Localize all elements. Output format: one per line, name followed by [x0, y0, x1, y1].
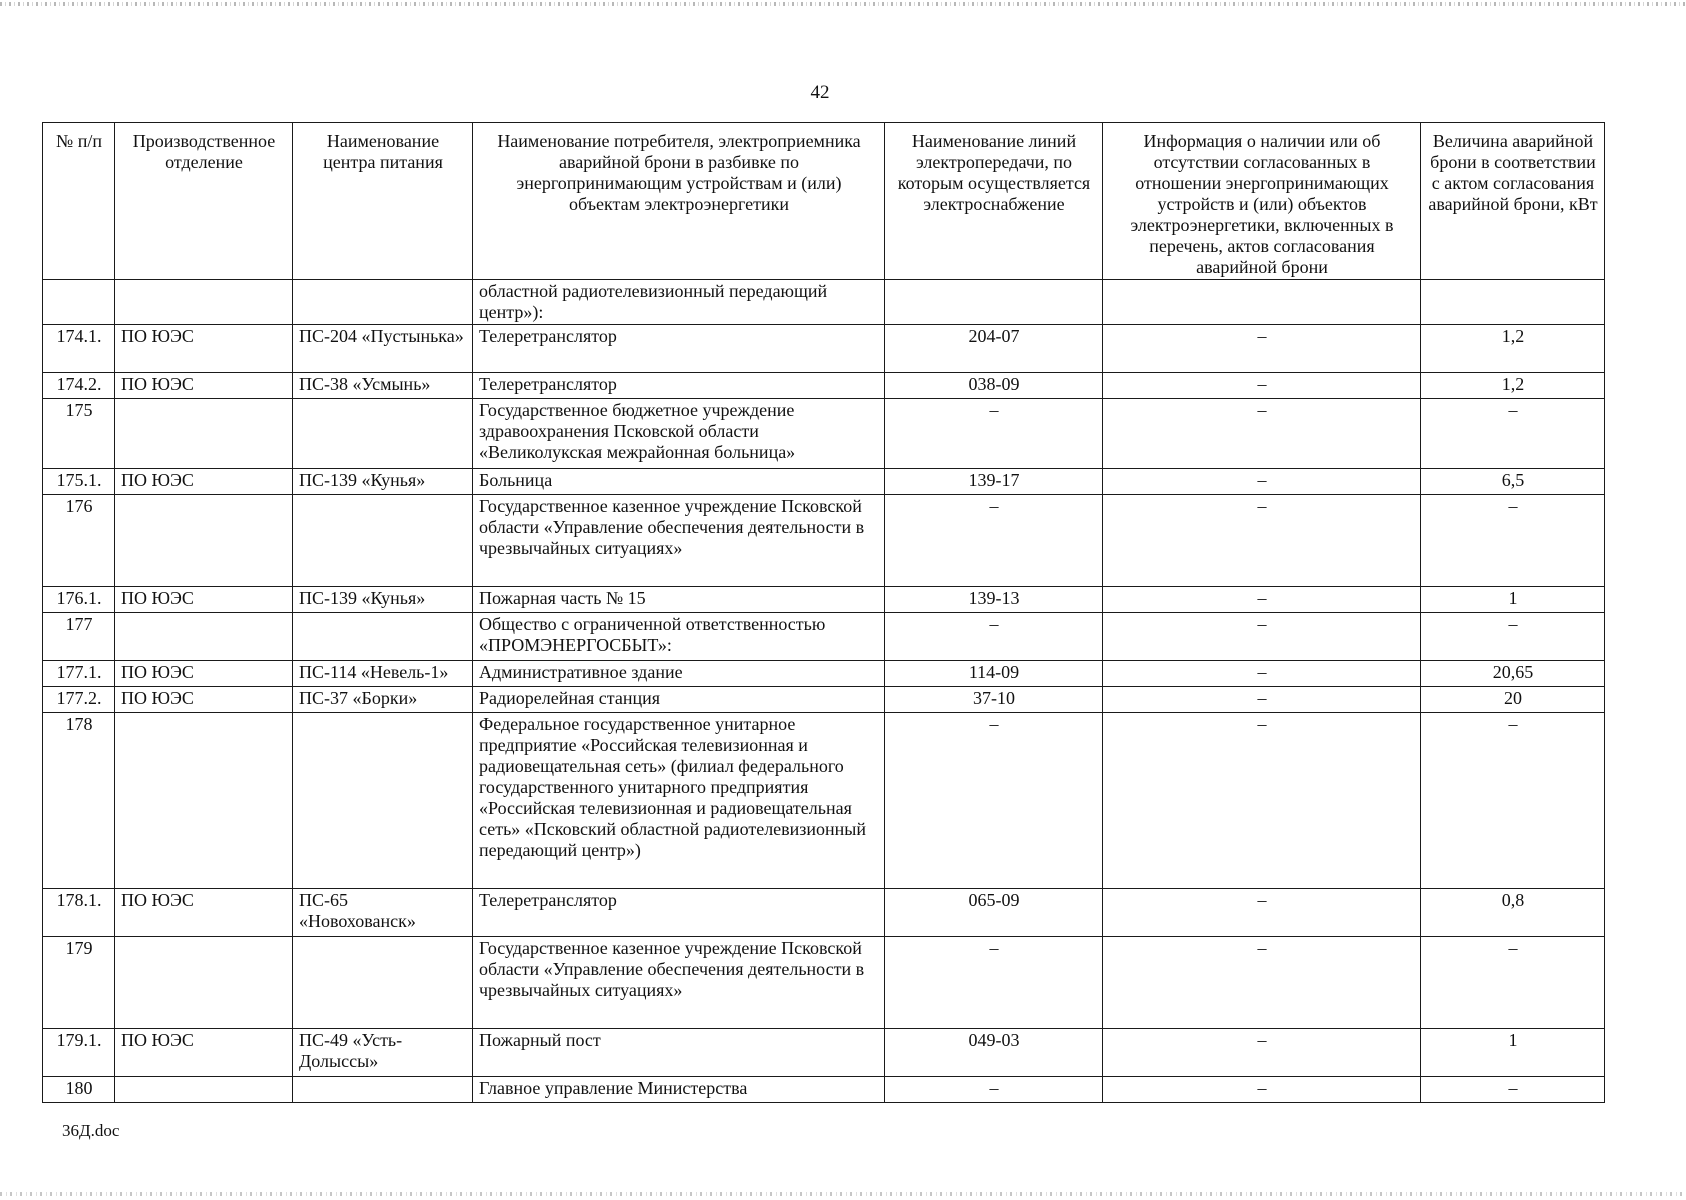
- cell-reserve-value: 20,65: [1421, 661, 1605, 687]
- cell-power-center: ПС-38 «Усмынь»: [293, 373, 473, 399]
- cell-reserve-value: [1421, 280, 1605, 325]
- table-row: [43, 399, 1605, 469]
- scan-edge-bottom: [0, 1192, 1686, 1196]
- cell-power-center: ПС-37 «Борки»: [293, 687, 473, 713]
- cell-power-center: ПС-65 «Новохованск»: [293, 889, 473, 937]
- table-row: [43, 713, 1605, 889]
- cell-agreement-info: –: [1103, 613, 1421, 661]
- table-row: [43, 587, 1605, 613]
- cell-department: ПО ЮЭС: [115, 325, 293, 373]
- cell-agreement-info: –: [1103, 937, 1421, 1029]
- cell-power-line: [885, 280, 1103, 325]
- cell-power-line: –: [885, 937, 1103, 1029]
- cell-consumer: Радиорелейная станция: [473, 687, 885, 713]
- cell-power-center: ПС-139 «Кунья»: [293, 587, 473, 613]
- cell-power-line: 37-10: [885, 687, 1103, 713]
- cell-number: 179.1.: [43, 1029, 115, 1077]
- cell-number: 179: [43, 937, 115, 1029]
- cell-consumer: Телеретранслятор: [473, 325, 885, 373]
- cell-reserve-value: –: [1421, 613, 1605, 661]
- cell-agreement-info: –: [1103, 1029, 1421, 1077]
- footer-file-name: 36Д.doc: [62, 1121, 120, 1140]
- table-row: [43, 687, 1605, 713]
- cell-power-center: ПС-49 «Усть-Долыссы»: [293, 1029, 473, 1077]
- header-agreement-info: Информация о наличии или об отсутствии согласованных в отношении энергопринимающих устройств и (или) объектов электроэнергетики, включенных в перечень, актов согласования аварийной брони: [1103, 123, 1421, 280]
- cell-reserve-value: 0,8: [1421, 889, 1605, 937]
- cell-power-line: 065-09: [885, 889, 1103, 937]
- scan-edge-top: [0, 2, 1686, 6]
- cell-power-line: 038-09: [885, 373, 1103, 399]
- cell-number: 177: [43, 613, 115, 661]
- cell-reserve-value: 20: [1421, 687, 1605, 713]
- cell-power-line: 114-09: [885, 661, 1103, 687]
- cell-department: [115, 495, 293, 587]
- cell-department: ПО ЮЭС: [115, 661, 293, 687]
- cell-number: 176.1.: [43, 587, 115, 613]
- cell-department: [115, 399, 293, 469]
- header-number: № п/п: [43, 123, 115, 280]
- cell-consumer: Государственное бюджетное учреждение здравоохранения Псковской области «Великолукская межрайонная больница»: [473, 399, 885, 469]
- cell-power-line: 139-17: [885, 469, 1103, 495]
- cell-department: ПО ЮЭС: [115, 373, 293, 399]
- header-power-center: Наименование центра питания: [293, 123, 473, 280]
- cell-power-center: ПС-114 «Невель-1»: [293, 661, 473, 687]
- cell-consumer: Общество с ограниченной ответственностью «ПРОМЭНЕРГОСБЫТ»:: [473, 613, 885, 661]
- cell-agreement-info: –: [1103, 713, 1421, 889]
- header-reserve-value: Величина аварийной брони в соответствии с актом согласования аварийной брони, кВт: [1421, 123, 1605, 280]
- cell-agreement-info: –: [1103, 661, 1421, 687]
- cell-consumer: Административное здание: [473, 661, 885, 687]
- header-consumer: Наименование потребителя, электроприемника аварийной брони в разбивке по энергопринимающим устройствам и (или) объектам электроэнергетики: [473, 123, 885, 280]
- cell-power-line: 049-03: [885, 1029, 1103, 1077]
- cell-agreement-info: –: [1103, 399, 1421, 469]
- cell-power-center: [293, 1077, 473, 1103]
- cell-agreement-info: [1103, 280, 1421, 325]
- cell-power-line: –: [885, 613, 1103, 661]
- cell-number: 175: [43, 399, 115, 469]
- cell-agreement-info: –: [1103, 587, 1421, 613]
- cell-power-center: ПС-204 «Пустынька»: [293, 325, 473, 373]
- cell-power-center: [293, 937, 473, 1029]
- cell-consumer: Государственное казенное учреждение Псковской области «Управление обеспечения деятельности в чрезвычайных ситуациях»: [473, 495, 885, 587]
- table-row: [43, 280, 1605, 325]
- cell-number: [43, 280, 115, 325]
- cell-consumer: Телеретранслятор: [473, 373, 885, 399]
- header-department: Производственное отделение: [115, 123, 293, 280]
- cell-reserve-value: 1: [1421, 587, 1605, 613]
- cell-agreement-info: –: [1103, 469, 1421, 495]
- cell-reserve-value: –: [1421, 1077, 1605, 1103]
- cell-department: ПО ЮЭС: [115, 587, 293, 613]
- cell-consumer: Больница: [473, 469, 885, 495]
- cell-power-center: [293, 280, 473, 325]
- cell-department: ПО ЮЭС: [115, 469, 293, 495]
- cell-number: 174.2.: [43, 373, 115, 399]
- cell-power-center: [293, 613, 473, 661]
- cell-number: 177.2.: [43, 687, 115, 713]
- emergency-reserve-table: [42, 122, 1605, 1103]
- cell-department: [115, 713, 293, 889]
- cell-power-line: 204-07: [885, 325, 1103, 373]
- cell-reserve-value: –: [1421, 713, 1605, 889]
- cell-number: 177.1.: [43, 661, 115, 687]
- cell-number: 174.1.: [43, 325, 115, 373]
- cell-department: [115, 1077, 293, 1103]
- cell-department: ПО ЮЭС: [115, 687, 293, 713]
- cell-reserve-value: 1: [1421, 1029, 1605, 1077]
- cell-consumer: Государственное казенное учреждение Псковской области «Управление обеспечения деятельности в чрезвычайных ситуациях»: [473, 937, 885, 1029]
- cell-reserve-value: 1,2: [1421, 325, 1605, 373]
- cell-power-center: [293, 399, 473, 469]
- cell-agreement-info: –: [1103, 1077, 1421, 1103]
- cell-consumer: Федеральное государственное унитарное предприятие «Российская телевизионная и радиовещательная сеть» (филиал федерального государственного унитарного предприятия «Российская телевизионная и радиовещательная сеть» «Псковский областной радиотелевизионный передающий центр»): [473, 713, 885, 889]
- cell-power-line: –: [885, 713, 1103, 889]
- cell-number: 176: [43, 495, 115, 587]
- header-power-line: Наименование линий электропередачи, по которым осуществляется электроснабжение: [885, 123, 1103, 280]
- table-row: [43, 469, 1605, 495]
- cell-consumer: Телеретранслятор: [473, 889, 885, 937]
- table-row: [43, 1029, 1605, 1077]
- table-header-row: [43, 123, 1605, 280]
- cell-agreement-info: –: [1103, 889, 1421, 937]
- cell-agreement-info: –: [1103, 687, 1421, 713]
- cell-department: [115, 613, 293, 661]
- cell-number: 175.1.: [43, 469, 115, 495]
- cell-reserve-value: 1,2: [1421, 373, 1605, 399]
- cell-power-center: ПС-139 «Кунья»: [293, 469, 473, 495]
- table-row: [43, 373, 1605, 399]
- cell-department: [115, 937, 293, 1029]
- page-number: 42: [810, 82, 830, 103]
- cell-reserve-value: –: [1421, 937, 1605, 1029]
- cell-consumer: Главное управление Министерства: [473, 1077, 885, 1103]
- cell-number: 178.1.: [43, 889, 115, 937]
- table-row: [43, 661, 1605, 687]
- cell-reserve-value: 6,5: [1421, 469, 1605, 495]
- cell-department: ПО ЮЭС: [115, 1029, 293, 1077]
- cell-reserve-value: –: [1421, 399, 1605, 469]
- cell-agreement-info: –: [1103, 325, 1421, 373]
- cell-consumer: Пожарная часть № 15: [473, 587, 885, 613]
- cell-agreement-info: –: [1103, 495, 1421, 587]
- cell-number: 180: [43, 1077, 115, 1103]
- cell-power-line: 139-13: [885, 587, 1103, 613]
- table-row: [43, 495, 1605, 587]
- table-row: [43, 937, 1605, 1029]
- table-row: [43, 325, 1605, 373]
- cell-power-center: [293, 495, 473, 587]
- cell-number: 178: [43, 713, 115, 889]
- cell-power-center: [293, 713, 473, 889]
- cell-department: ПО ЮЭС: [115, 889, 293, 937]
- cell-power-line: –: [885, 1077, 1103, 1103]
- cell-consumer: областной радиотелевизионный передающий центр»):: [473, 280, 885, 325]
- table-row: [43, 613, 1605, 661]
- table-row: [43, 889, 1605, 937]
- cell-reserve-value: –: [1421, 495, 1605, 587]
- cell-department: [115, 280, 293, 325]
- table-row: [43, 1077, 1605, 1103]
- cell-power-line: –: [885, 399, 1103, 469]
- cell-consumer: Пожарный пост: [473, 1029, 885, 1077]
- cell-power-line: –: [885, 495, 1103, 587]
- cell-agreement-info: –: [1103, 373, 1421, 399]
